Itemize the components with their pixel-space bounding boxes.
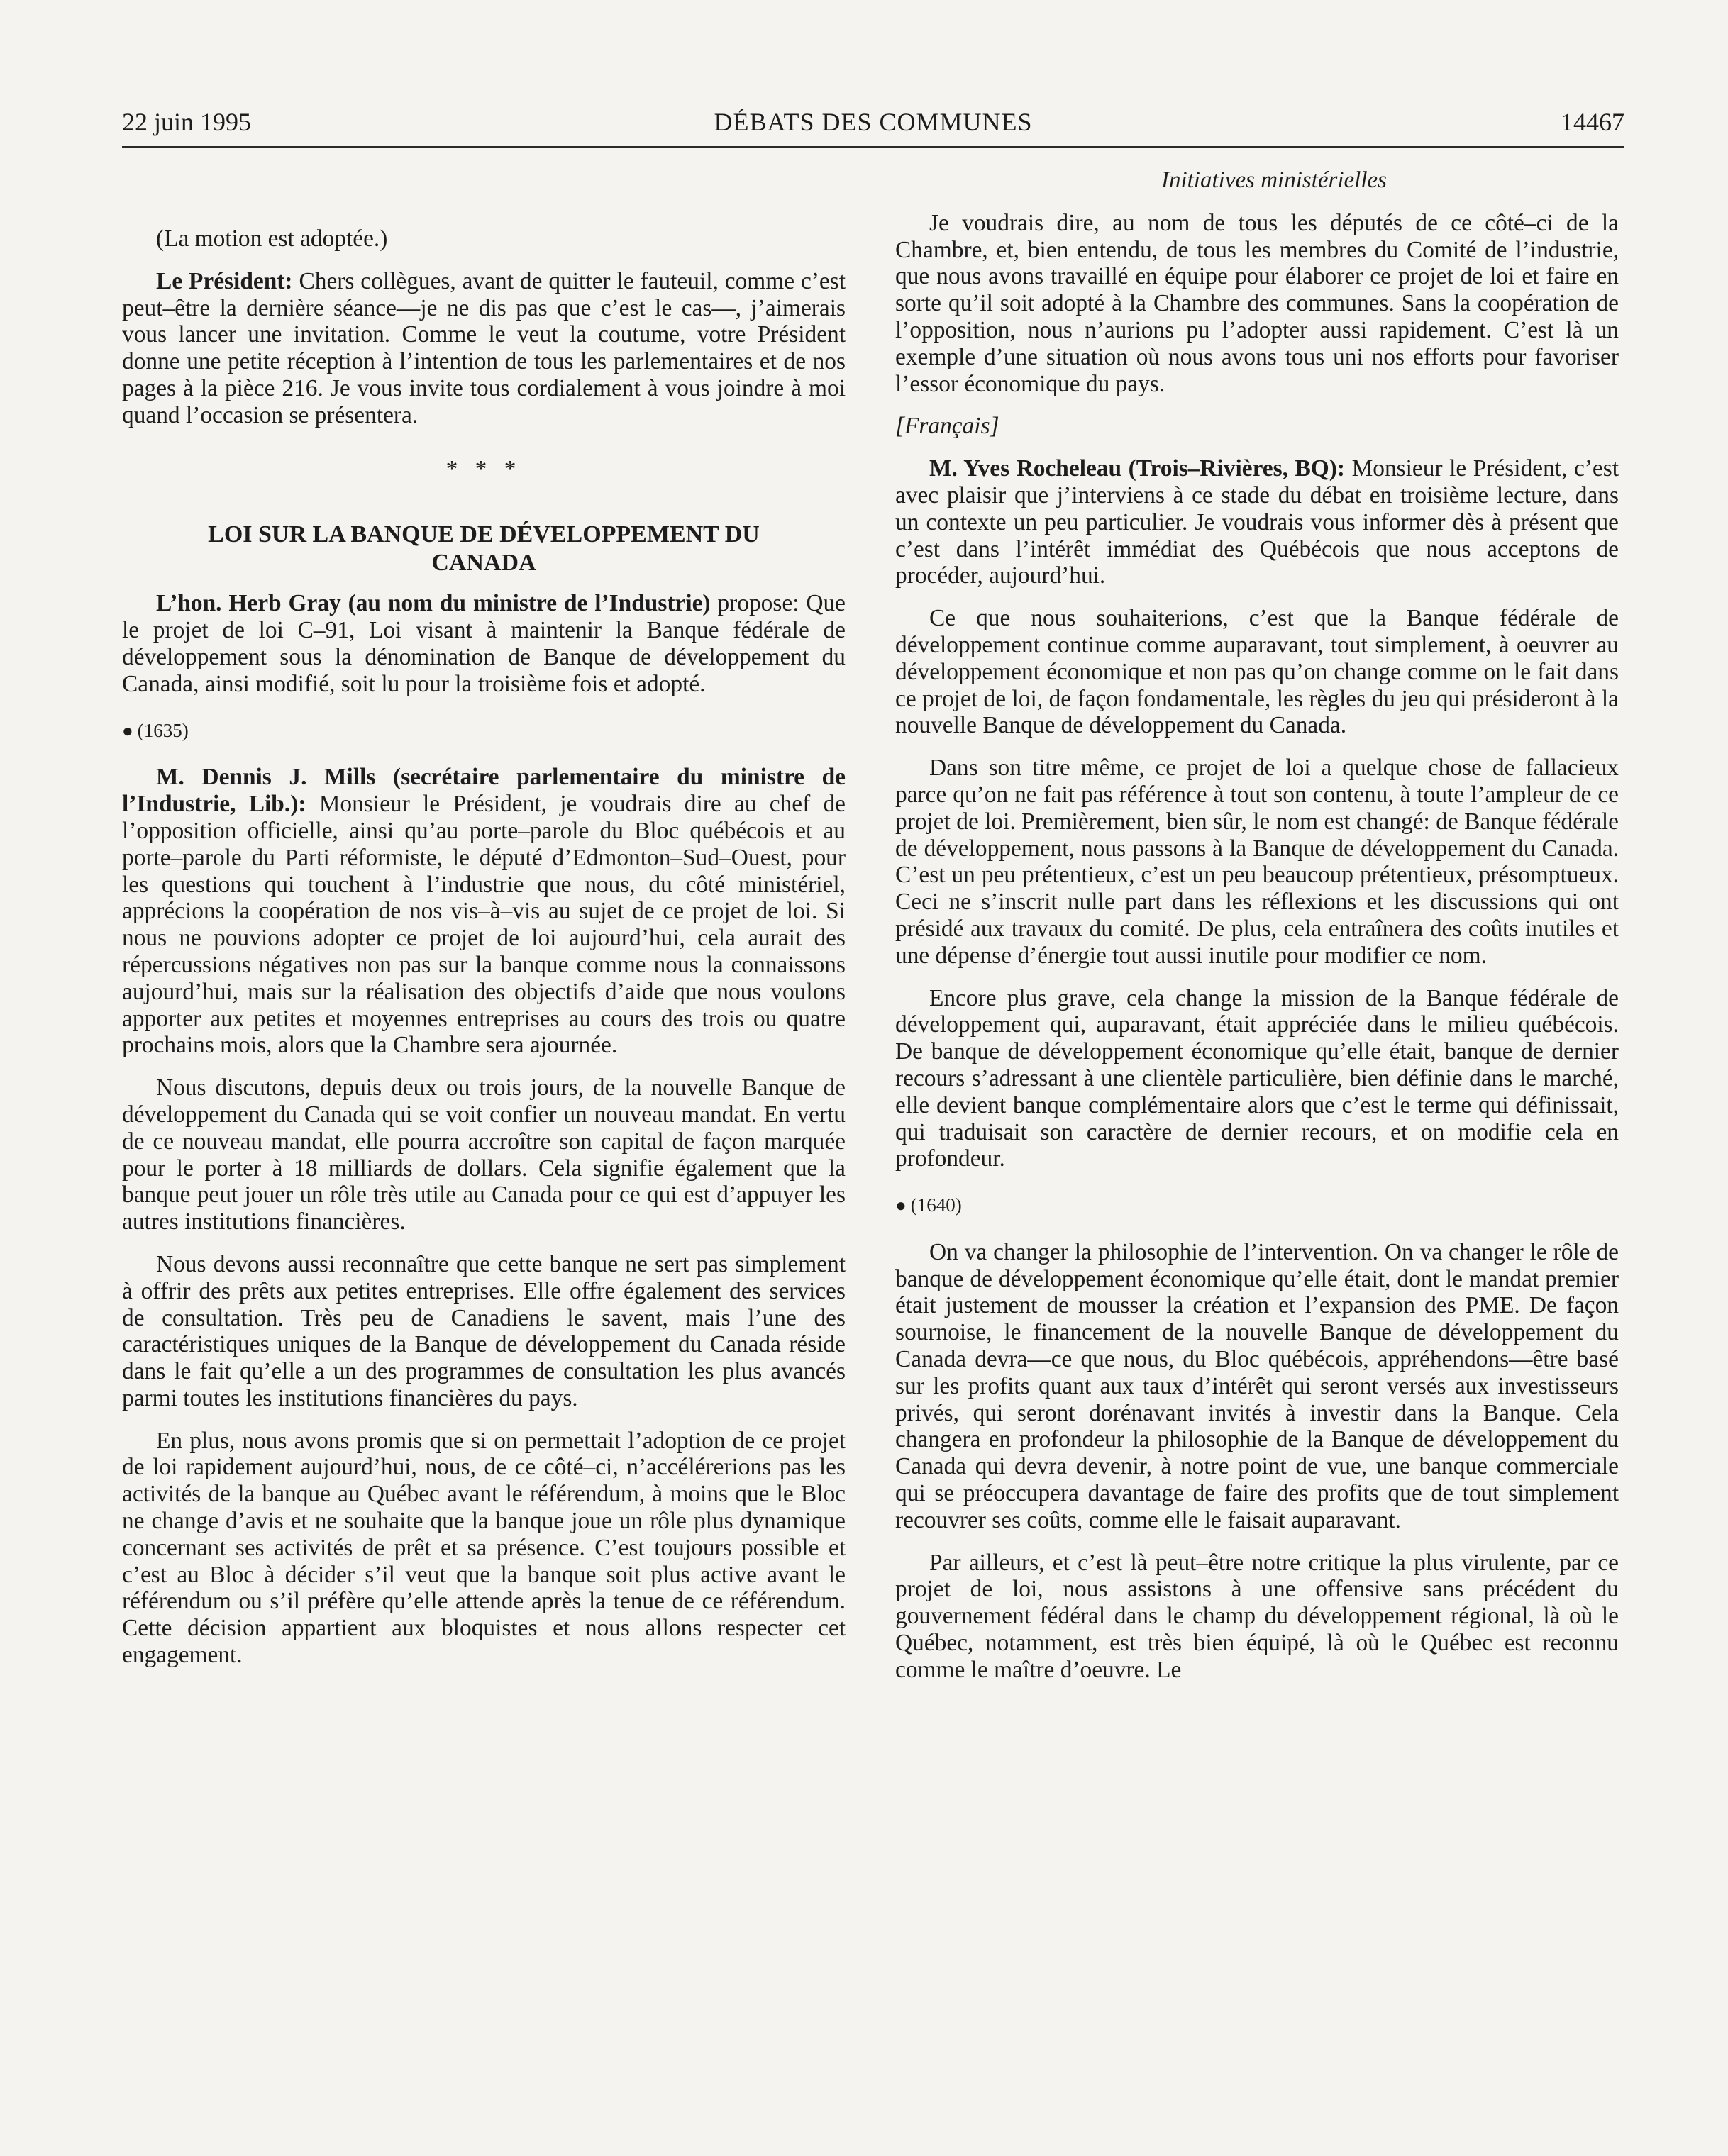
header-rule bbox=[122, 146, 1624, 148]
bullet-icon: ● bbox=[122, 720, 133, 741]
timestamp-text: (1635) bbox=[137, 719, 189, 741]
paragraph: Ce que nous souhaiterions, c’est que la Banque fédérale de développement continue comme auparavant, tout simplement, à oeuvrer au développement économique et non pas qu’on change comme on le fait dans ce projet de loi, de façon fondamentale, les règles du jeu qui présideront à la nouvelle Banque de développement du Canada. bbox=[895, 605, 1619, 739]
paragraph: En plus, nous avons promis que si on permettait l’adoption de ce projet de loi rapidement aujourd’hui, nous, de ce côté–ci, n’accélérerions pas les activités de la banque au Québec avant le référendum, à moins que le Bloc ne change d’avis et ne souhaite que la banque joue un rôle plus dynamique concernant ses activités de prêt et sa présence. C’est toujours possible et c’est au Bloc à décider s’il veut que la banque soit plus active avant le référendum ou s’il préfère qu’elle attende après la tenue de ce référendum. Cette décision appartient aux bloquistes et nous allons respecter cet engagement. bbox=[122, 1427, 846, 1669]
paragraph: On va changer la philosophie de l’intervention. On va changer le rôle de banque de développement économique qu’elle était, dont le mandat premier était justement de mousser la création et l’expansion des PME. De façon sournoise, le financement de la nouvelle Banque de développement du Canada devra—ce que nous, du Bloc québécois, appréhendons—être basé sur les profits quant aux taux d’intérêt qui seront versés aux investisseurs privés, qui seront dorénavant invités à investir dans la Banque. Cela changera en profondeur la philosophie de la Banque de développement du Canada qui devra devenir, à notre point de vue, une banque commerciale qui se préoccupera davantage de faire des profits que de tout simplement recouvrer ses coûts, comme elle le faisait auparavant. bbox=[895, 1238, 1619, 1533]
language-marker: [Français] bbox=[895, 413, 999, 440]
right-column bbox=[895, 167, 1619, 1684]
paragraph: Dans son titre même, ce projet de loi a quelque chose de fallacieux parce qu’on ne fait pas référence à tout son contenu, à toute l’ampleur de ce projet de loi. Premièrement, bien sûr, le nom est changé: de Banque fédérale de développement, nous passons à la Banque de développement du Canada. C’est un peu prétentieux, c’est un peu beaucoup prétentieux, présomptueux. Ceci ne s’inscrit nulle part dans les réflexions et les discussions qui ont présidé aux travaux du comité. De plus, cela entraînera des coûts inutiles et une dépense d’énergie tout aussi inutile pour modifier ce nom. bbox=[895, 755, 1619, 969]
paragraph bbox=[122, 764, 846, 1059]
speech-text: propose: Que le projet de loi C–91, Loi visant à maintenir la Banque fédérale de développement sous la dénomination de Banque de développement du Canada, ainsi modifié, soit lu pour la troisième fois et adopté. bbox=[122, 590, 846, 697]
section-label: Initiatives ministérielles bbox=[1161, 167, 1388, 193]
motion-adopted: (La motion est adoptée.) bbox=[156, 226, 388, 252]
header-page-number: 14467 bbox=[1561, 108, 1624, 136]
paragraph bbox=[122, 590, 846, 697]
paragraph: Nous discutons, depuis deux ou trois jours, de la nouvelle Banque de développement du Canada qui se voit confier un nouveau mandat. En vertu de ce nouveau mandat, elle pourra accroître son capital de façon marquée pour le porter à 18 milliards de dollars. Cela signifie également que la banque peut jouer un rôle très utile au Canada pour ce qui est d’appuyer les autres institutions financières. bbox=[122, 1074, 846, 1235]
bullet-icon: ● bbox=[895, 1195, 907, 1216]
paragraph: Encore plus grave, cela change la mission de la Banque fédérale de développement qui, auparavant, était appréciée dans le milieu québécois. De banque de développement économique qu’elle était, banque de dernier recours s’adressant à une clientèle particulière, bien définie dans le marché, elle devient banque complémentaire alors que c’est le terme qui définissait, qui traduisait son caractère de dernier recours, et on modifie cela en profondeur. bbox=[895, 984, 1619, 1172]
left-column bbox=[122, 226, 846, 1669]
speaker-name: M. Yves Rocheleau (Trois–Rivières, BQ): bbox=[929, 455, 1346, 482]
timestamp bbox=[122, 718, 846, 745]
section-separator: * * * bbox=[445, 455, 522, 482]
header-title: DÉBATS DES COMMUNES bbox=[714, 108, 1033, 136]
speaker-name: Le Président: bbox=[156, 267, 293, 294]
speech-text: Monsieur le Président, c’est avec plaisir que j’interviens à ce stade du débat en troisième lecture, dans un contexte un peu particulier. Je voudrais vous informer dès à présent que c’est dans l’intérêt immédiat des Québécois que nous acceptons de procéder, aujourd’hui. bbox=[895, 455, 1619, 589]
speaker-name: M. Dennis J. Mills (secrétaire parlementaire du ministre de l’Industrie, Lib.): bbox=[122, 764, 846, 818]
paragraph: Je voudrais dire, au nom de tous les députés de ce côté–ci de la Chambre, et, bien entendu, de tous les membres du Comité de l’industrie, que nous avons travaillé en équipe pour élaborer ce projet de loi et faire en sorte qu’il soit adopté à la Chambre des communes. Sans la coopération de l’opposition, nous n’aurions pu l’adopter aussi rapidement. C’est là un exemple d’une situation où nous avons tous uni nos efforts pour favoriser l’essor économique du pays. bbox=[895, 209, 1619, 397]
paragraph bbox=[122, 268, 846, 429]
page-header bbox=[122, 101, 1624, 143]
speaker-name: L’hon. Herb Gray (au nom du ministre de l’Industrie) bbox=[156, 590, 711, 617]
timestamp bbox=[895, 1192, 1619, 1219]
paragraph: Nous devons aussi reconnaître que cette banque ne sert pas simplement à offrir des prêts aux petites entreprises. Elle offre également des services de consultation. Très peu de Canadiens le savent, mais l’une des caractéristiques uniques de la Banque de développement du Canada réside dans le fait qu’elle a un des programmes de consultation les plus avancés parmi toutes les institutions financières du pays. bbox=[122, 1250, 846, 1411]
header-date: 22 juin 1995 bbox=[122, 108, 252, 136]
speech-text: Chers collègues, avant de quitter le fauteuil, comme c’est peut–être la dernière séance—je ne dis pas que c’est le cas—, j’aimerais vous lancer une invitation. Comme le veut la coutume, votre Président donne une petite réception à l’intention de tous les parlementaires et de nos pages à la pièce 216. Je vous invite tous cordialement à vous joindre à moi quand l’occasion se présentera. bbox=[122, 267, 846, 428]
bill-heading: LOI SUR LA BANQUE DE DÉVELOPPEMENT DU CANADA bbox=[208, 521, 760, 577]
timestamp-text: (1640) bbox=[910, 1194, 962, 1216]
paragraph: Par ailleurs, et c’est là peut–être notre critique la plus virulente, par ce projet de loi, nous assistons à une offensive sans précédent du gouvernement fédéral dans le champ du développement régional, là où le Québec, notamment, est très bien équipé, là où le Québec est reconnu comme le maître d’oeuvre. Le bbox=[895, 1549, 1619, 1683]
paragraph bbox=[895, 455, 1619, 589]
speech-text: Monsieur le Président, je voudrais dire au chef de l’opposition officielle, ainsi qu’au porte–parole du Bloc québécois et au porte–parole du Parti réformiste, le député d’Edmonton–Sud–Ouest, pour les questions qui touchent à l’industrie que nous, du côté ministériel, apprécions la coopération de nos vis–à–vis au sujet de ce projet de loi. Si nous ne pouvions adopter ce projet de loi aujourd’hui, cela aurait des répercussions négatives non pas sur la banque comme nous la connaissons aujourd’hui, mais sur la réalisation des objectifs d’aide que nous voulons apporter aux petites et moyennes entreprises au cours des trois ou quatre prochains mois, alors que la Chambre sera ajournée. bbox=[122, 791, 846, 1059]
